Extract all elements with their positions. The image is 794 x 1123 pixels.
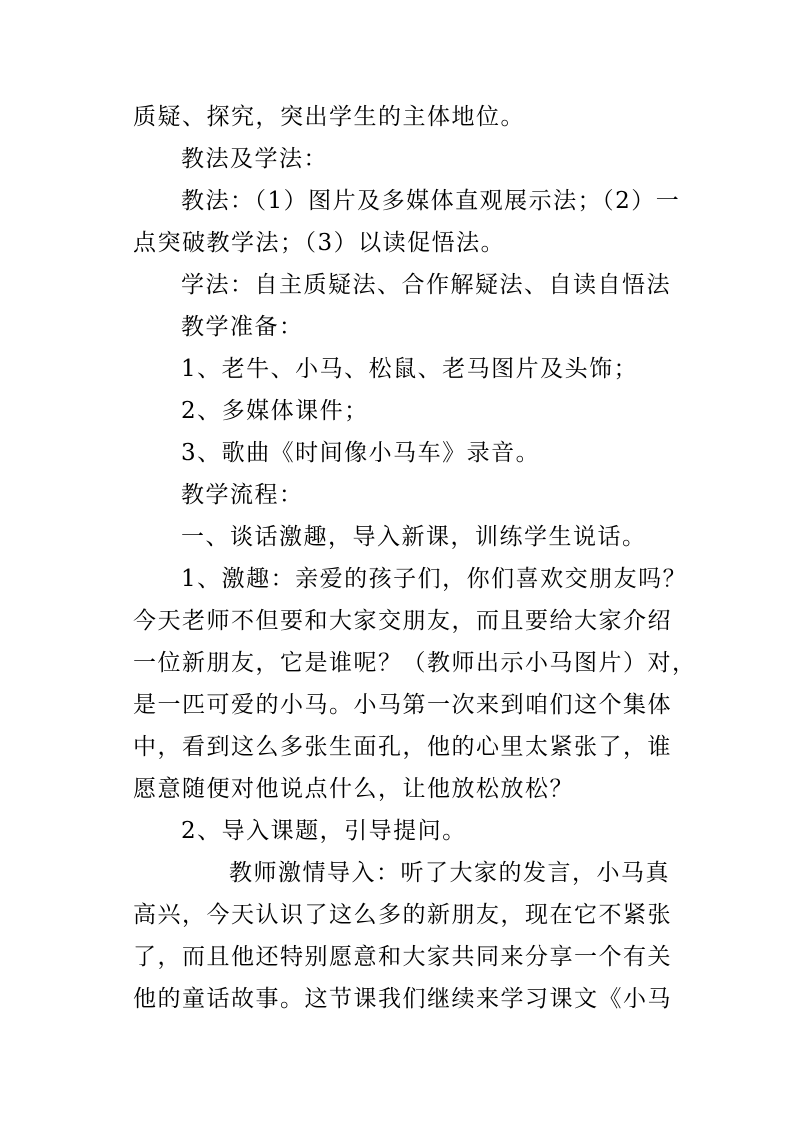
text-line-teaching-methods: 教法：（1）图片及多媒体直观展示法；（2）一 bbox=[181, 188, 681, 214]
text-line-14: 一位新朋友，它是谁呢？（教师出示小马图片）对， bbox=[133, 650, 697, 676]
text-line-18: 2、导入课题，引导提问。 bbox=[181, 818, 467, 844]
text-line-13: 今天老师不但要和大家交朋友，而且要给大家介绍 bbox=[133, 608, 672, 634]
process-step-1-heading: 一、谈话激趣，导入新课，训练学生说话。 bbox=[181, 524, 647, 550]
list-item-preparation-2: 2、多媒体课件； bbox=[181, 398, 369, 424]
text-line-15: 是一匹可爱的小马。小马第一次来到咱们这个集体 bbox=[133, 692, 672, 718]
list-item-preparation-3: 3、歌曲《时间像小马车》录音。 bbox=[181, 440, 541, 466]
text-line-22: 他的童话故事。这节课我们继续来学习课文《小马 bbox=[133, 986, 672, 1012]
section-heading-methods: 教法及学法： bbox=[181, 146, 328, 172]
text-line-1: 质疑、探究，突出学生的主体地位。 bbox=[133, 104, 525, 130]
text-line-17: 愿意随便对他说点什么，让他放松放松？ bbox=[133, 776, 574, 802]
text-line-learning-methods: 学法：自主质疑法、合作解疑法、自读自悟法 bbox=[181, 272, 671, 298]
list-item-preparation-1: 1、老牛、小马、松鼠、老马图片及头饰； bbox=[181, 356, 639, 382]
text-line-12: 1、激趣：亲爱的孩子们，你们喜欢交朋友吗？ bbox=[181, 566, 688, 592]
text-line-19: 教师激情导入：听了大家的发言，小马真 bbox=[229, 860, 670, 886]
text-line-16: 中，看到这么多张生面孔，他的心里太紧张了，谁 bbox=[133, 734, 672, 760]
section-heading-preparation: 教学准备： bbox=[181, 314, 304, 340]
text-line-21: 了，而且他还特别愿意和大家共同来分享一个有关 bbox=[133, 944, 672, 970]
text-line-20: 高兴，今天认识了这么多的新朋友，现在它不紧张 bbox=[133, 902, 672, 928]
section-heading-process: 教学流程： bbox=[181, 482, 304, 508]
text-line-teaching-methods-cont: 点突破教学法；（3）以读促悟法。 bbox=[133, 230, 506, 256]
